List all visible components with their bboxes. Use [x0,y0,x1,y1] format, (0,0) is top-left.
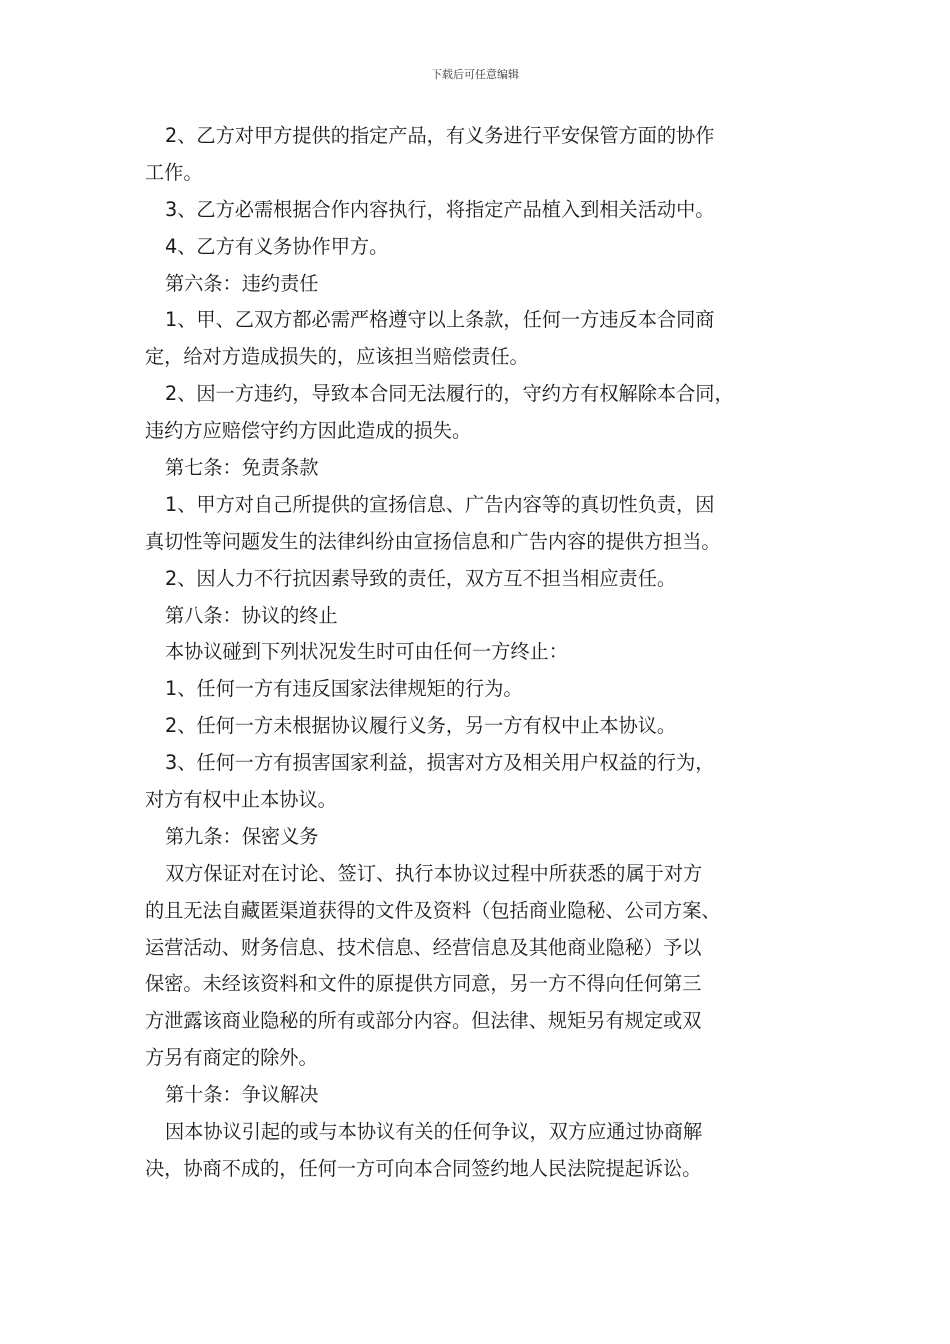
text-line: 2、因人力不行抗因素导致的责任，双方互不担当相应责任。 [165,566,677,590]
text-line: 双方保证对在讨论、签订、执行本协议过程中所获悉的属于对方 [165,861,703,885]
text-line: 4、乙方有义务协作甲方。 [165,234,389,258]
text-line: 第七条：免责条款 [165,456,319,480]
text-line: 第九条：保密义务 [165,824,319,848]
text-line: 第六条：违约责任 [165,271,319,295]
text-line: 1、任何一方有违反国家法律规矩的行为。 [165,677,523,701]
text-line: 3、乙方必需根据合作内容执行，将指定产品植入到相关活动中。 [165,197,715,221]
text-line: 对方有权中止本协议。 [145,788,337,812]
page-header: 下载后可任意编辑 [431,68,519,81]
text-line: 2、任何一方未根据协议履行义务，另一方有权中止本协议。 [165,714,677,738]
text-line: 第八条：协议的终止 [165,603,338,627]
text-line: 保密。未经该资料和文件的原提供方同意，另一方不得向任何第三 [145,972,702,996]
text-line: 运营活动、财务信息、技术信息、经营信息及其他商业隐秘）予以 [145,935,702,959]
text-line: 的且无法自藏匿渠道获得的文件及资料（包括商业隐秘、公司方案、 [145,898,721,922]
text-line: 工作。 [145,160,203,184]
text-line: 违约方应赔偿守约方因此造成的损失。 [145,419,472,443]
document-body [145,118,825,1188]
text-line: 2、乙方对甲方提供的指定产品，有义务进行平安保管方面的协作 [165,124,715,147]
text-line: 方另有商定的除外。 [145,1046,318,1070]
text-line: 定，给对方造成损失的，应该担当赔偿责任。 [145,345,529,369]
text-line: 1、甲、乙双方都必需严格遵守以上条款，任何一方违反本合同商 [165,308,715,332]
text-line: 因本协议引起的或与本协议有关的任何争议，双方应通过协商解 [165,1120,703,1144]
text-line: 方泄露该商业隐秘的所有或部分内容。但法律、规矩另有规定或双 [145,1009,702,1033]
text-line: 本协议碰到下列状况发生时可由任何一方终止： [165,640,568,664]
text-line: 2、因一方违约，导致本合同无法履行的，守约方有权解除本合同， [165,382,734,406]
text-line: 决，协商不成的，任何一方可向本合同签约地人民法院提起诉讼。 [145,1156,702,1180]
text-line: 第十条：争议解决 [165,1083,319,1107]
text-line: 3、任何一方有损害国家利益，损害对方及相关用户权益的行为， [165,751,715,775]
text-line: 真切性等问题发生的法律纠纷由宣扬信息和广告内容的提供方担当。 [145,529,721,553]
text-line: 1、甲方对自己所提供的宣扬信息、广告内容等的真切性负责，因 [165,492,715,516]
